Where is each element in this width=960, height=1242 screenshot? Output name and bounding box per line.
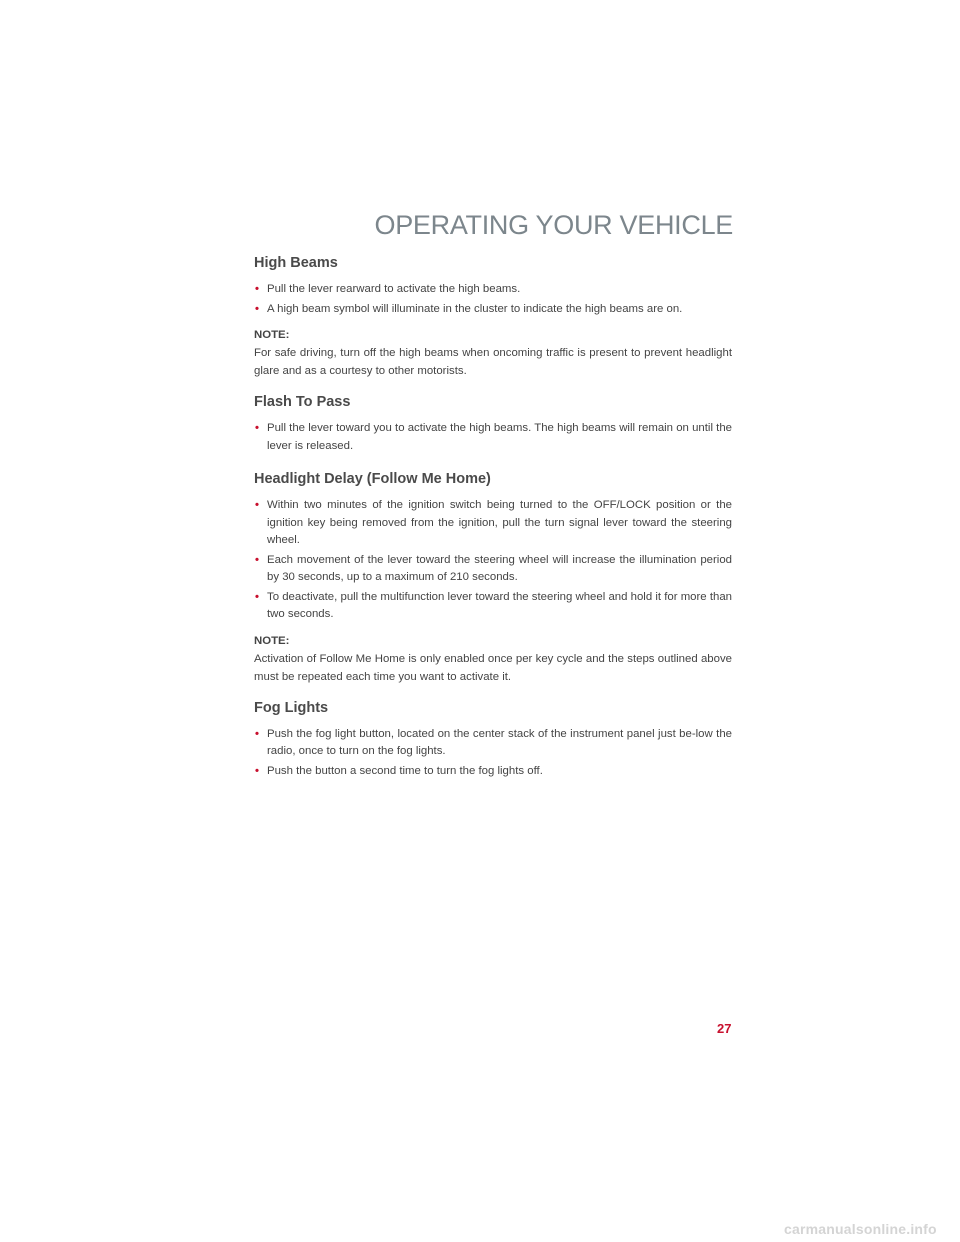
bullet-icon: •: [255, 499, 259, 511]
list-item: [254, 420, 732, 455]
heading-flash-to-pass: Flash To Pass: [254, 394, 351, 410]
bullet-text: To deactivate, pull the multifunction lever toward the steering wheel and hold it for more than two seconds.: [267, 590, 732, 620]
bullet-text: Within two minutes of the ignition switch being turned to the OFF/LOCK position or the ignition key being removed from the ignition, pull the turn signal lever toward the steering wheel.: [267, 499, 732, 546]
list-item: [254, 726, 732, 761]
note-label: NOTE:: [254, 634, 290, 647]
bullet-icon: •: [255, 422, 259, 434]
bullet-list: [254, 497, 732, 624]
list-item: [254, 763, 732, 781]
note-text: Activation of Follow Me Home is only enabled once per key cycle and the steps outlined above must be repeated each time you want to activate it.: [254, 652, 732, 683]
bullet-text: Push the fog light button, located on the center stack of the instrument panel just be-low the radio, once to turn on the fog lights.: [267, 727, 732, 757]
note-text: For safe driving, turn off the high beams when oncoming traffic is present to prevent headlight glare and as a courtesy to other motorists.: [254, 347, 732, 377]
list-item: [254, 497, 732, 550]
bullet-text: Pull the lever toward you to activate the high beams. The high beams will remain on until the lever is released.: [267, 422, 732, 452]
list-item: [254, 589, 732, 624]
heading-high-beams: High Beams: [254, 255, 338, 271]
bullet-list: [254, 281, 732, 318]
page-number: 27: [717, 1021, 732, 1036]
bullet-text: Pull the lever rearward to activate the high beams.: [267, 283, 521, 295]
spacer: [254, 457, 732, 470]
page-content: [254, 254, 732, 782]
section-headlight-delay: [254, 470, 732, 686]
section-flash-to-pass: [254, 393, 732, 455]
bullet-icon: •: [255, 727, 259, 740]
bullet-icon: •: [255, 283, 259, 295]
bullet-icon: •: [255, 590, 259, 603]
section-header: OPERATING YOUR VEHICLE: [374, 210, 733, 240]
section-fog-lights: [254, 699, 732, 781]
list-item: [254, 552, 732, 587]
watermark: carmanualsonline.info: [784, 1221, 937, 1237]
spacer: [254, 686, 732, 699]
list-item: [254, 281, 732, 299]
note-label: NOTE:: [254, 329, 290, 341]
spacer: [254, 380, 732, 393]
list-item: [254, 301, 732, 319]
bullet-icon: •: [255, 764, 259, 777]
bullet-text: Each movement of the lever toward the steering wheel will increase the illumination period by 30 seconds, up to a maximum of 210 seconds.: [267, 553, 732, 583]
bullet-icon: •: [255, 553, 259, 566]
heading-fog-lights: Fog Lights: [254, 699, 329, 716]
heading-headlight-delay: Headlight Delay (Follow Me Home): [254, 471, 491, 487]
bullet-list: [254, 420, 732, 455]
bullet-text: A high beam symbol will illuminate in the cluster to indicate the high beams are on.: [267, 302, 683, 315]
bullet-icon: •: [255, 302, 259, 315]
bullet-text: Push the button a second time to turn the fog lights off.: [267, 764, 543, 777]
bullet-list: [254, 726, 732, 781]
section-high-beams: [254, 254, 732, 380]
